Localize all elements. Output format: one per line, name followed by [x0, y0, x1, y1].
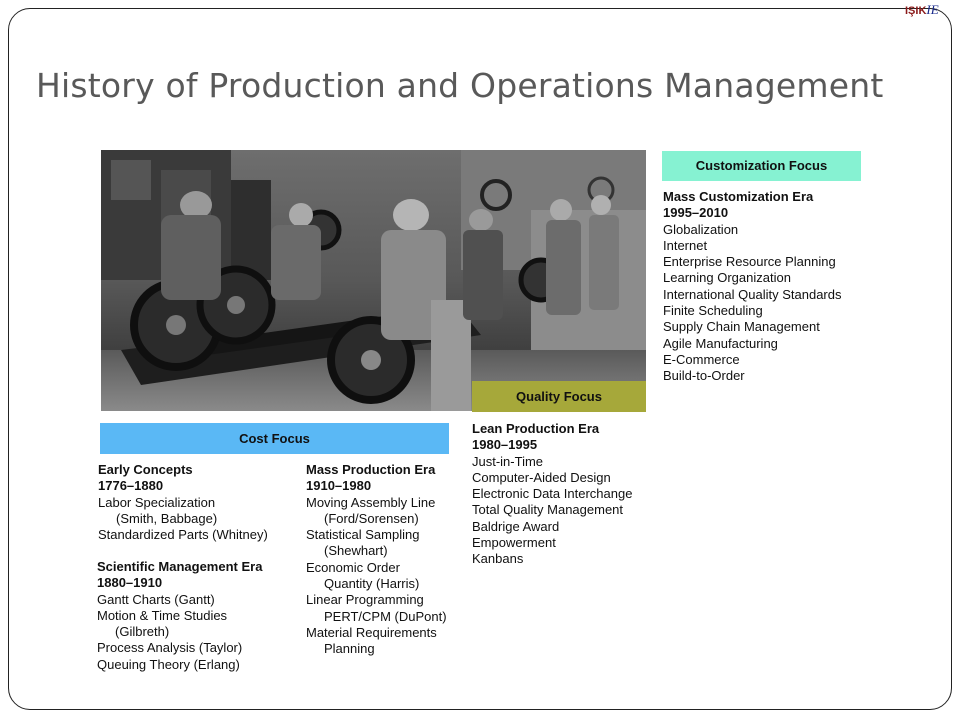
- era-mass-production: [306, 462, 447, 658]
- brand-logo: [905, 3, 939, 18]
- era-item: (Shewhart): [324, 543, 388, 559]
- era-item: Internet: [663, 237, 708, 253]
- era-name: Lean Production Era: [472, 421, 600, 436]
- era-item: Electronic Data Interchange: [472, 486, 633, 502]
- era-name: Early Concepts: [98, 462, 193, 477]
- era-item: (Ford/Sorensen): [324, 510, 419, 526]
- era-lean-production: [472, 421, 632, 568]
- era-item: Agile Manufacturing: [663, 335, 778, 351]
- era-item: Empowerment: [472, 535, 556, 551]
- era-item: Build-to-Order: [663, 368, 745, 384]
- era-item: (Gilbreth): [115, 624, 170, 640]
- era-name: Mass Customization Era: [663, 189, 814, 204]
- era-item: (Smith, Babbage): [116, 510, 218, 526]
- era-item: Supply Chain Management: [663, 319, 820, 335]
- era-years: 1910–1980: [306, 478, 372, 494]
- era-item: Standardized Parts (Whitney): [98, 527, 268, 543]
- era-item: Baldrige Award: [472, 518, 560, 534]
- era-years: 1995–2010: [663, 205, 729, 221]
- era-item: Statistical Sampling: [306, 527, 420, 543]
- logo-suffix: IE: [926, 2, 939, 17]
- era-years: 1776–1880: [98, 478, 164, 494]
- era-item: Process Analysis (Taylor): [97, 640, 243, 656]
- era-item: Motion & Time Studies: [97, 607, 228, 623]
- slide-title: History of Production and Operations Management: [36, 66, 884, 105]
- era-item: Kanbans: [472, 551, 524, 567]
- era-item: Labor Specialization: [98, 494, 216, 510]
- era-item: Quantity (Harris): [324, 576, 420, 592]
- era-scientific-management: [97, 559, 262, 673]
- era-item: Economic Order: [306, 559, 400, 575]
- era-years: 1880–1910: [97, 575, 163, 591]
- customization-focus-bar: Customization Focus: [662, 151, 861, 181]
- assembly-line-photo: [101, 150, 646, 411]
- era-name: Scientific Management Era: [97, 559, 263, 574]
- era-item: Material Requirements: [306, 624, 437, 640]
- era-item: Just-in-Time: [472, 453, 544, 469]
- logo-text: IŞIK: [905, 5, 927, 17]
- era-name: Mass Production Era: [306, 462, 436, 477]
- era-item: Planning: [324, 641, 375, 657]
- era-item: Linear Programming: [306, 592, 424, 608]
- era-item: Globalization: [663, 221, 739, 237]
- era-early-concepts: [98, 462, 268, 543]
- era-mass-customization: [663, 189, 842, 385]
- era-item: Finite Scheduling: [663, 303, 763, 319]
- quality-focus-bar: Quality Focus: [472, 381, 646, 412]
- cost-focus-bar: Cost Focus: [100, 423, 449, 454]
- era-item: Moving Assembly Line: [306, 494, 436, 510]
- era-item: E-Commerce: [663, 351, 740, 367]
- era-item: PERT/CPM (DuPont): [324, 608, 447, 624]
- era-years: 1980–1995: [472, 437, 538, 453]
- era-item: Total Quality Management: [472, 502, 624, 518]
- era-item: Enterprise Resource Planning: [663, 254, 836, 270]
- era-item: International Quality Standards: [663, 286, 842, 302]
- era-item: Learning Organization: [663, 270, 791, 286]
- era-item: Computer-Aided Design: [472, 469, 611, 485]
- era-item: Gantt Charts (Gantt): [97, 591, 215, 607]
- era-item: Queuing Theory (Erlang): [97, 656, 240, 672]
